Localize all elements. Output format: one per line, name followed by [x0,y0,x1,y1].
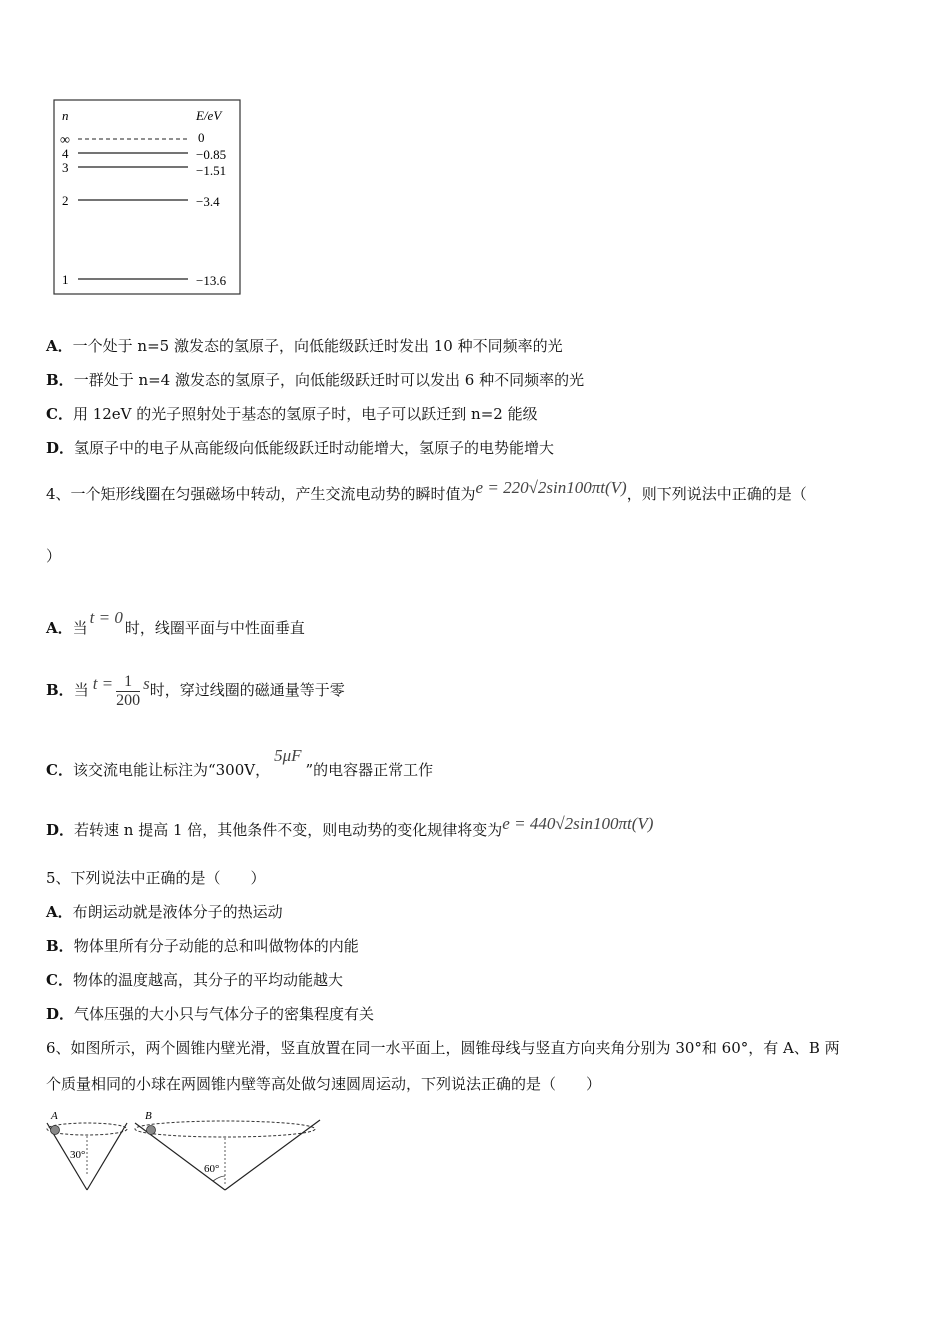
q4-option-d [46,814,654,840]
q4-option-b [46,668,345,712]
q5-option-c [46,970,343,990]
level-n-1: 1 [62,272,69,287]
option-label: C． [46,761,73,779]
q3-option-c [46,404,538,424]
q4-formula: e = 220√2sin100πt(V) [475,478,627,497]
n-axis-label: n [62,108,69,123]
q5-stem [46,868,266,888]
option-pre: 该交流电能让标注为“300V， [72,761,271,779]
option-post: ”的电容器正常工作 [305,761,434,779]
option-pre: 若转速 n 提高 1 倍，其他条件不变，则电动势的变化规律将变为 [74,821,503,839]
option-text: 一个处于 n=5 激发态的氢原子，向低能级跃迁时发出 10 种不同频率的光 [72,337,563,355]
q4-close-text: ） [46,547,62,565]
cone-b-right-side [225,1120,320,1190]
cone-b-angle-arc [213,1176,225,1181]
cone-a-right-side [87,1123,127,1190]
q5-stem-text: 5、下列说法中正确的是（ ） [46,869,266,887]
option-post: 时，线圈平面与中性面垂直 [124,619,305,637]
q3-option-a [46,336,563,356]
option-label: B． [46,681,74,699]
fraction-denominator: 200 [116,691,141,709]
fraction-1-200 [116,673,140,710]
q6-stem-text2: 个质量相同的小球在两圆锥内壁等高处做匀速圆周运动，下列说法正确的是（ ） [46,1075,602,1093]
option-text: 布朗运动就是液体分子的热运动 [72,903,283,921]
q4-stem-end: ，则下列说法中正确的是（ [626,485,807,503]
fraction-numerator: 1 [116,673,140,692]
option-label: B． [46,371,74,389]
option-label: A． [46,903,73,921]
cone-b-rim [135,1121,315,1137]
q4-stem-text: 4、一个矩形线圈在匀强磁场中转动，产生交流电动势的瞬时值为 [46,485,476,503]
ball-a [51,1126,60,1135]
option-text: 气体压强的大小只与气体分子的密集程度有关 [74,1005,375,1023]
level-n-2: 2 [62,193,69,208]
q6-stem-text1: 6、如图所示，两个圆锥内壁光滑，竖直放置在同一水平面上，圆锥母线与竖直方向夹角分别为 30°和 60°，有 A、B 两 [46,1039,840,1057]
level-e-4: −0.85 [196,147,227,162]
level-n-3: 3 [62,160,69,175]
option-label: D． [46,1005,75,1023]
q6-stem-line1 [46,1038,840,1058]
ball-b-label: B [145,1110,152,1122]
option-label: C． [46,971,73,989]
level-n-4: 4 [62,146,69,161]
option-text: 一群处于 n=4 激发态的氢原子，向低能级跃迁时可以发出 6 种不同频率的光 [73,371,585,389]
math-capacitance: 5μF [274,746,302,765]
math-t-eq: t = [92,674,114,693]
q4-stem [46,478,807,504]
q5-option-a [46,902,283,922]
ball-a-label: A [51,1110,58,1122]
level-e-inf: 0 [198,130,205,145]
level-e-2: −3.4 [196,194,220,209]
level-e-3: −1.51 [196,163,227,178]
option-pre: 当 [73,681,89,699]
option-pre: 当 [72,619,88,637]
option-text: 氢原子中的电子从高能级向低能级跃迁时动能增大，氢原子的电势能增大 [74,439,555,457]
ball-b [147,1126,156,1135]
option-label: C． [46,405,73,423]
option-label: A． [46,337,73,355]
option-label: A． [46,619,73,637]
q4-option-c [46,746,434,780]
math-t-zero: t = 0 [89,608,123,627]
e-axis-label: E/eV [196,108,222,123]
q6-stem-line2 [46,1074,601,1094]
cone-b-angle: 60° [204,1163,220,1175]
math-formula-d: e = 440√2sin100πt(V) [502,814,654,833]
q4-close-paren [46,546,61,566]
option-label: D． [46,821,75,839]
q5-option-b [46,936,359,956]
option-label: B． [46,937,74,955]
level-e-1: −13.6 [196,273,227,288]
math-unit-s: s [143,674,150,693]
option-label: D． [46,439,75,457]
q3-option-d [46,438,554,458]
q5-option-d [46,1004,374,1024]
q3-option-b [46,370,584,390]
option-text: 物体里所有分子动能的总和叫做物体的内能 [73,937,359,955]
option-text: 用 12eV 的光子照射处于基态的氢原子时，电子可以跃迁到 n=2 能级 [72,405,538,423]
energy-level-diagram [50,98,250,298]
cones-diagram [40,1106,330,1200]
cone-a-angle: 30° [70,1149,86,1161]
option-post: 时，穿过线圈的磁通量等于零 [149,681,345,699]
q4-option-a [46,608,305,638]
option-text: 物体的温度越高，其分子的平均动能越大 [72,971,343,989]
level-n-inf: ∞ [60,133,70,148]
